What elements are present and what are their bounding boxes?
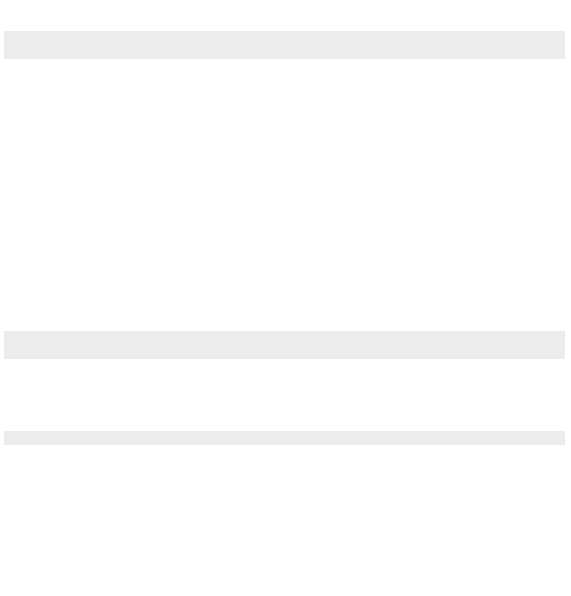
text-line [4, 302, 565, 316]
text-line [4, 331, 565, 345]
text-line [4, 345, 565, 359]
text-line [4, 545, 565, 559]
text-line [4, 317, 565, 331]
text-line [4, 445, 565, 459]
text-line [4, 474, 565, 488]
text-line [4, 216, 565, 230]
text-line [4, 16, 565, 30]
text-line [4, 502, 565, 516]
text-line [4, 59, 565, 73]
text-line [4, 274, 565, 288]
text-line [4, 102, 565, 116]
text-line [4, 2, 565, 16]
text-line [4, 288, 565, 302]
text-line [4, 560, 565, 574]
text-line [4, 402, 565, 416]
text-line [4, 374, 565, 388]
text-line [4, 145, 565, 159]
text-line [4, 259, 565, 273]
text-line [4, 231, 565, 245]
text-line [4, 531, 565, 545]
text-line [4, 116, 565, 130]
text-line [4, 202, 565, 216]
text-line [4, 488, 565, 502]
text-line [4, 188, 565, 202]
text-line [4, 460, 565, 474]
text-line [4, 73, 565, 87]
text-line [4, 45, 565, 59]
text-line [4, 31, 565, 45]
text-line [4, 159, 565, 173]
text-line [4, 88, 565, 102]
text-line [4, 431, 565, 445]
text-line [4, 131, 565, 145]
text-line [4, 388, 565, 402]
text-line [4, 245, 565, 259]
text-line [4, 174, 565, 188]
text-line [4, 359, 565, 373]
text-line [4, 417, 565, 431]
text-line [4, 517, 565, 531]
